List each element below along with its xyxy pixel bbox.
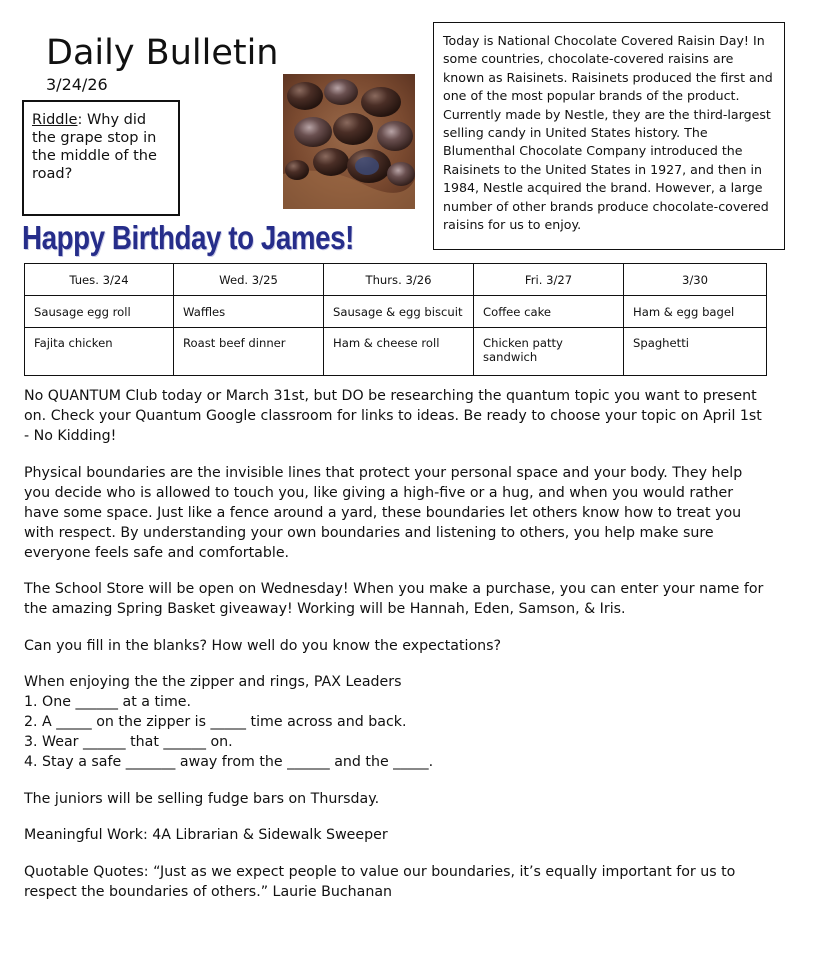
bulletin-title: Daily Bulletin bbox=[46, 33, 279, 73]
menu-cell: Waffles bbox=[174, 296, 324, 328]
meaningful-work: Meaningful Work: 4A Librarian & Sidewalk Sweeper bbox=[24, 827, 388, 843]
menu-cell: Fajita chicken bbox=[25, 328, 174, 376]
list-item: 3. Wear ______ that ______ on. bbox=[24, 734, 233, 750]
menu-header-cell: Fri. 3/27 bbox=[474, 264, 624, 296]
chocolate-raisins-photo bbox=[283, 74, 415, 209]
riddle-box bbox=[22, 100, 180, 216]
expectations-list bbox=[24, 672, 770, 772]
list-item: 2. A _____ on the zipper is _____ time across and back. bbox=[24, 714, 407, 730]
list-item: 4. Stay a safe _______ away from the ______ and the _____. bbox=[24, 754, 434, 770]
lunch-menu-table bbox=[24, 263, 767, 376]
quotable-quote: Quotable Quotes: “Just as we expect people to value our boundaries, it’s equally important for us to respect the boundaries of others.” Laurie Buchanan bbox=[24, 863, 736, 900]
menu-row bbox=[25, 296, 767, 328]
riddle-text: : Why did the grape stop in the middle of the road? bbox=[32, 112, 157, 182]
menu-header-cell: Thurs. 3/26 bbox=[324, 264, 474, 296]
riddle-label: Riddle bbox=[32, 112, 78, 128]
blanks-intro: Can you fill in the blanks? How well do you know the expectations? bbox=[24, 637, 502, 654]
announcements bbox=[24, 386, 770, 918]
bulletin-date: 3/24/26 bbox=[46, 75, 108, 94]
menu-header-cell: 3/30 bbox=[624, 264, 767, 296]
menu-cell: Spaghetti bbox=[624, 328, 767, 376]
menu-header-row bbox=[25, 264, 767, 296]
menu-cell: Sausage & egg biscuit bbox=[324, 296, 474, 328]
fudge-announcement: The juniors will be selling fudge bars on Thursday. bbox=[24, 790, 380, 807]
menu-cell: Ham & egg bagel bbox=[624, 296, 767, 328]
menu-cell: Chicken patty sandwich bbox=[474, 328, 624, 376]
birthday-banner: Happy Birthday to James! bbox=[22, 219, 354, 256]
menu-cell: Sausage egg roll bbox=[25, 296, 174, 328]
fact-box: Today is National Chocolate Covered Raisin Day! In some countries, chocolate-covered raisins are known as Raisinets. Raisinets produced the first and one of the most popular brands of the product. Currently made by Nestle, they are the third-largest selling candy in United States history. The Blumenthal Chocolate Company introduced the Raisinets to the United States in 1927, and then in 1984, Nestle acquired the brand. However, a large number of other brands produce chocolate-covered raisins for us to enjoy. bbox=[433, 22, 785, 250]
menu-cell: Roast beef dinner bbox=[174, 328, 324, 376]
school-store-announcement: The School Store will be open on Wednesday! When you make a purchase, you can enter your name for the amazing Spring Basket giveaway! Working will be Hannah, Eden, Samson, & Iris. bbox=[24, 581, 764, 617]
menu-header-cell: Tues. 3/24 bbox=[25, 264, 174, 296]
list-item: 1. One ______ at a time. bbox=[24, 694, 192, 710]
menu-cell: Ham & cheese roll bbox=[324, 328, 474, 376]
boundaries-paragraph: Physical boundaries are the invisible lines that protect your personal space and your body. They help you decide who is allowed to touch you, like giving a high-five or a hug, and when you would rather have some space. Just like a fence around a yard, these boundaries let others know how to treat you with respect. By understanding your own boundaries and listening to others, you help make sure everyone feels safe and comfortable. bbox=[24, 464, 743, 561]
list-intro: When enjoying the the zipper and rings, PAX Leaders bbox=[24, 674, 402, 690]
menu-cell: Coffee cake bbox=[474, 296, 624, 328]
menu-row bbox=[25, 328, 767, 376]
menu-header-cell: Wed. 3/25 bbox=[174, 264, 324, 296]
quantum-announcement: No QUANTUM Club today or March 31st, but DO be researching the quantum topic you want to present on. Check your Quantum Google classroom for links to ideas. Be ready to choose your topic on April 1st - No Kidding! bbox=[24, 388, 762, 444]
